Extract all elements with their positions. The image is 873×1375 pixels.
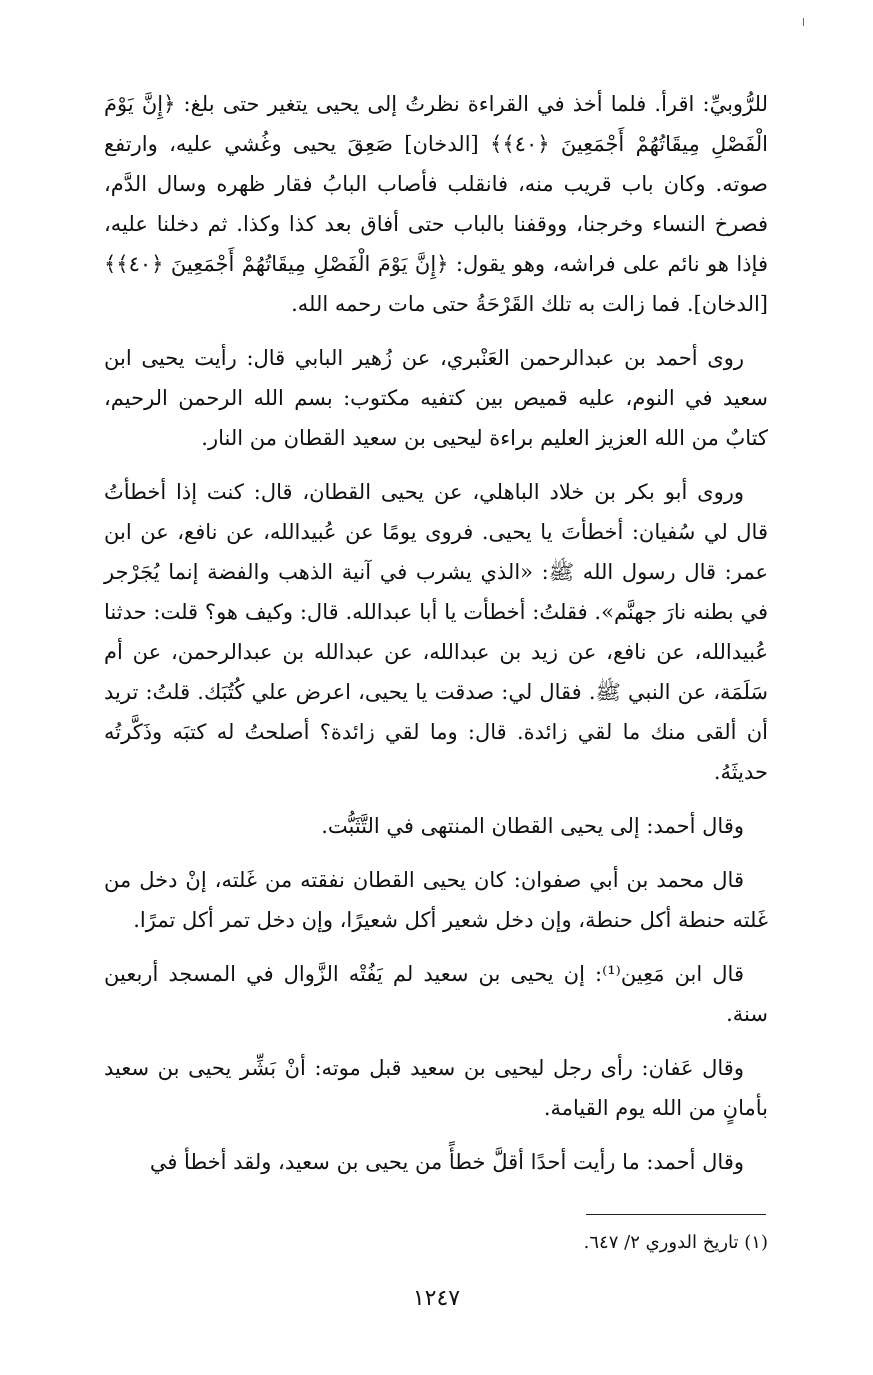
main-text [104,84,768,1196]
paragraph: وقال أحمد: إلى يحيى القطان المنتهى في التَّثَبُّت. [321,814,744,838]
paragraph: للرُّوبيِّ: اقرأ. فلما أخذ في القراءة نظرتُ إلى يحيى يتغير حتى بلغ: ﴿إِنَّ يَوْمَ الْفَصْلِ مِيقَاتُهُمْ أَجْمَعِينَ ﴿٤٠﴾﴾ [الدخان] صَعِقَ يحيى وغُشي عليه، وارتفع صوته. وكان باب قريب منه، فانقلب فأصاب البابُ فقار ظهره وسال الدَّم، فصرخ النساء وخرجنا، ووقفنا بالباب حتى أفاق بعد كذا وكذا. ثم دخلنا عليه، فإذا هو نائم على فراشه، وهو يقول: ﴿إِنَّ يَوْمَ الْفَصْلِ مِيقَاتُهُمْ أَجْمَعِينَ ﴿٤٠﴾﴾ [الدخان]. فما زالت به تلك القَرْحَةُ حتى مات رحمه الله. [104,92,768,316]
footnote: (١) تاريخ الدوري ٢/ ٦٤٧. [583,1232,768,1253]
paragraph: قال محمد بن أبي صفوان: كان يحيى القطان نفقته من غَلته، إنْ دخل من غَلته حنطة أكل حنطة، وإن دخل شعير أكل شعيرًا، وإن دخل تمر أكل تمرًا. [104,868,768,932]
page-number: ١٢٤٧ [412,1286,461,1311]
paragraph: وقال أحمد: ما رأيت أحدًا أقلَّ خطأً من يحيى بن سعيد، ولقد أخطأ في [149,1150,744,1174]
paragraph: روى أحمد بن عبدالرحمن العَنْبري، عن زُهير البابي قال: رأيت يحيى ابن سعيد في النوم، عليه قميص بين كتفيه مكتوب: بسم الله الرحمن الرحيم، كتابٌ من الله العزيز العليم براءة ليحيى بن سعيد القطان من النار. [104,346,768,450]
paragraph: وقال عَفان: رأى رجل ليحيى بن سعيد قبل موته: أنْ بَشِّر يحيى بن سعيد بأمانٍ من الله يوم القيامة. [104,1056,768,1120]
paragraph: قال ابن مَعِين⁽¹⁾: إن يحيى بن سعيد لم يَفُتْه الزَّوال في المسجد أربعين سنة. [104,962,768,1026]
scan-mark [803,18,804,26]
footnote-divider [586,1214,766,1215]
paragraph: وروى أبو بكر بن خلاد الباهلي، عن يحيى القطان، قال: كنت إذا أخطأتُ قال لي سُفيان: أخطأتَ يا يحيى. فروى يومًا عن عُبيدالله، عن نافع، عن ابن عمر: قال رسول الله ﷺ: «الذي يشرب في آنية الذهب والفضة إنما يُجَرْجر في بطنه نارَ جهنَّم». فقلتُ: أخطأت يا أبا عبدالله. قال: وكيف هو؟ قلت: حدثنا عُبيدالله، عن نافع، عن زيد بن عبدالله، عن عبدالله بن عبدالرحمن، عن أم سَلَمَة، عن النبي ﷺ. فقال لي: صدقت يا يحيى، اعرض علي كُتُبَك. قلتُ: تريد أن ألقى منك ما لقي زائدة. قال: وما لقي زائدة؟ أصلحتُ له كتبَه وذَكَّرتُه حديثَهُ. [104,480,768,784]
